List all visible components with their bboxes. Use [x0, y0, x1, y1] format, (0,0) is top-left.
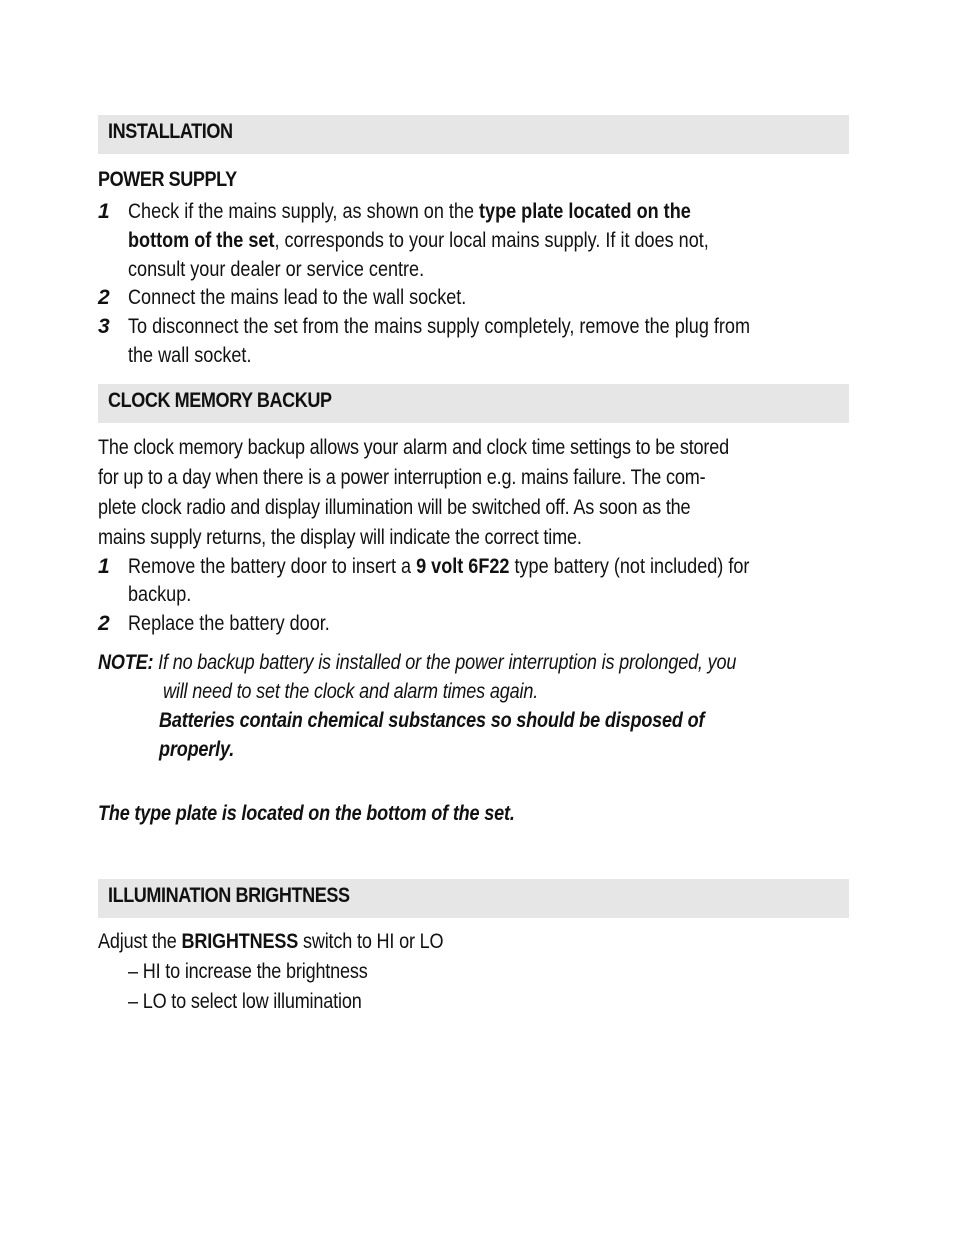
- paragraph-part: switch to HI or LO: [298, 930, 444, 953]
- step-text: [128, 197, 691, 226]
- step-text: [128, 226, 709, 255]
- note-label: NOTE:: [98, 651, 154, 674]
- paragraph-bold: BRIGHTNESS: [181, 930, 299, 953]
- step-text-part: Remove the battery door to insert a: [128, 555, 417, 578]
- section-title: ILLUMINATION BRIGHTNESS: [108, 884, 350, 907]
- type-plate-note: The type plate is located on the bottom of the set.: [98, 802, 515, 825]
- paragraph-line: mains supply returns, the display will indicate the correct time.: [98, 526, 582, 549]
- section-header-illumination-brightness: [98, 879, 849, 918]
- section-header-clock-memory-backup: [98, 384, 849, 423]
- step-text: consult your dealer or service centre.: [128, 258, 425, 281]
- step-text: Replace the battery door.: [128, 612, 330, 635]
- paragraph: [98, 433, 729, 553]
- paragraph: [98, 927, 443, 956]
- paragraph-part: Adjust the: [98, 930, 182, 953]
- list-item: – HI to increase the brightness: [128, 960, 368, 983]
- step-text-bold: type plate located on the: [479, 200, 691, 223]
- step-text: [128, 552, 749, 581]
- step-text: Connect the mains lead to the wall socket.: [128, 286, 467, 309]
- note-line: [98, 648, 736, 677]
- step-text: backup.: [128, 583, 192, 606]
- step-number: 2: [98, 612, 110, 635]
- note-text: If no backup battery is installed or the power interruption is prolonged, you: [153, 651, 737, 674]
- paragraph-line: for up to a day when there is a power interruption e.g. mains failure. The com-: [98, 466, 706, 489]
- step-number: 3: [98, 315, 110, 338]
- step-text: the wall socket.: [128, 344, 252, 367]
- step-number: 1: [98, 555, 110, 578]
- subheading-power-supply: POWER SUPPLY: [98, 168, 237, 191]
- note-warning: Batteries contain chemical substances so should be disposed of: [159, 709, 705, 732]
- step-text-bold: bottom of the set: [128, 229, 275, 252]
- list-item: – LO to select low illumination: [128, 990, 362, 1013]
- step-text: To disconnect the set from the mains supply completely, remove the plug from: [128, 315, 751, 338]
- step-text-bold: 9 volt 6F22: [416, 555, 510, 578]
- section-header-installation: [98, 115, 849, 154]
- step-number: 1: [98, 200, 110, 223]
- step-text-part: type battery (not included) for: [509, 555, 750, 578]
- paragraph-line: plete clock radio and display illumination will be switched off. As soon as the: [98, 496, 691, 519]
- section-title: CLOCK MEMORY BACKUP: [108, 389, 332, 412]
- note-line: will need to set the clock and alarm times again.: [163, 680, 539, 703]
- note-warning: properly.: [159, 738, 235, 761]
- step-number: 2: [98, 286, 110, 309]
- paragraph-line: The clock memory backup allows your alarm and clock time settings to be stored: [98, 436, 729, 459]
- step-text-part: Check if the mains supply, as shown on the: [128, 200, 480, 223]
- section-title: INSTALLATION: [108, 120, 233, 143]
- step-text-part: , corresponds to your local mains supply. If it does not,: [274, 229, 709, 252]
